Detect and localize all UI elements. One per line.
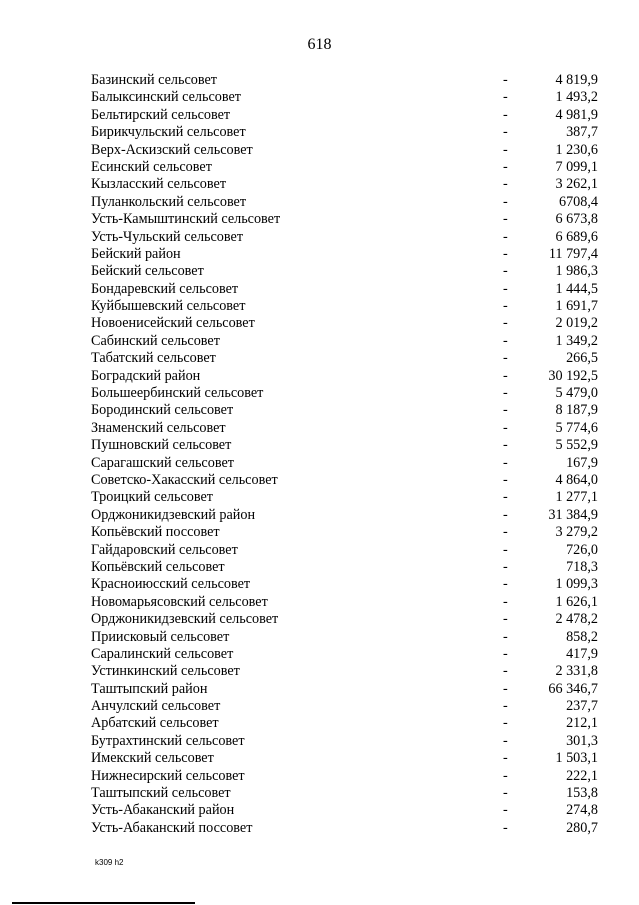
list-item — [0, 159, 639, 176]
list-item — [0, 211, 639, 228]
municipality-name: Пушновский сельсовет — [91, 437, 232, 454]
dash-separator: - — [503, 228, 508, 245]
amount-value: 5 479,0 — [555, 385, 598, 402]
dash-separator: - — [503, 628, 508, 645]
amount-value: 266,5 — [566, 350, 598, 367]
amount-value: 2 331,8 — [555, 663, 598, 680]
dash-separator: - — [503, 298, 508, 315]
municipality-name: Бейский сельсовет — [91, 263, 204, 280]
list-item — [0, 820, 639, 837]
amount-value: 2 478,2 — [555, 611, 598, 628]
list-item — [0, 142, 639, 159]
dash-separator: - — [503, 541, 508, 558]
amount-value: 718,3 — [566, 558, 598, 575]
list-item — [0, 107, 639, 124]
dash-separator: - — [503, 245, 508, 262]
municipality-name: Новомарьясовский сельсовет — [91, 593, 268, 610]
municipality-name: Анчулский сельсовет — [91, 698, 221, 715]
list-item — [0, 315, 639, 332]
dash-separator: - — [503, 402, 508, 419]
municipality-name: Саралинский сельсовет — [91, 645, 234, 662]
amount-value: 858,2 — [566, 628, 598, 645]
amount-value: 2 019,2 — [555, 315, 598, 332]
list-item — [0, 333, 639, 350]
dash-separator: - — [503, 211, 508, 228]
amount-value: 3 279,2 — [555, 524, 598, 541]
dash-separator: - — [503, 593, 508, 610]
list-item — [0, 194, 639, 211]
list-item — [0, 750, 639, 767]
dash-separator: - — [503, 89, 508, 106]
municipality-name: Усть-Камыштинский сельсовет — [91, 211, 281, 228]
amount-value: 8 187,9 — [555, 402, 598, 419]
municipality-name: Красноиюсский сельсовет — [91, 576, 251, 593]
list-item — [0, 715, 639, 732]
amount-value: 11 797,4 — [548, 245, 598, 262]
amount-value: 280,7 — [566, 819, 598, 836]
dash-separator: - — [503, 680, 508, 697]
list-item — [0, 368, 639, 385]
dash-separator: - — [503, 819, 508, 836]
municipality-name: Бородинский сельсовет — [91, 402, 234, 419]
municipality-name: Троицкий сельсовет — [91, 489, 213, 506]
amount-value: 4 819,9 — [555, 72, 598, 88]
municipality-name: Бейский район — [91, 245, 181, 262]
amount-value: 222,1 — [566, 767, 598, 784]
list-item — [0, 420, 639, 437]
dash-separator: - — [503, 141, 508, 158]
list-item — [0, 524, 639, 541]
dash-separator: - — [503, 802, 508, 819]
municipality-name: Базинский сельсовет — [91, 72, 217, 88]
municipality-name: Кызласский сельсовет — [91, 176, 227, 193]
list-item — [0, 124, 639, 141]
dash-separator: - — [503, 576, 508, 593]
dash-separator: - — [503, 106, 508, 123]
dash-separator: - — [503, 611, 508, 628]
amount-value: 30 192,5 — [548, 367, 598, 384]
dash-separator: - — [503, 419, 508, 436]
bottom-rule — [12, 902, 195, 904]
list-item — [0, 72, 639, 89]
list-item — [0, 785, 639, 802]
municipality-name: Гайдаровский сельсовет — [91, 541, 238, 558]
municipality-name: Советско-Хакасский сельсовет — [91, 471, 278, 488]
municipality-name: Бутрахтинский сельсовет — [91, 732, 245, 749]
list-item — [0, 559, 639, 576]
amount-value: 274,8 — [566, 802, 598, 819]
dash-separator: - — [503, 454, 508, 471]
list-item — [0, 229, 639, 246]
municipality-name: Усть-Абаканский район — [91, 802, 235, 819]
dash-separator: - — [503, 715, 508, 732]
amount-value: 1 626,1 — [555, 593, 598, 610]
dash-separator: - — [503, 524, 508, 541]
dash-separator: - — [503, 645, 508, 662]
list-item — [0, 437, 639, 454]
municipality-name: Копьёвский сельсовет — [91, 558, 225, 575]
amount-value: 1 230,6 — [555, 141, 598, 158]
dash-separator: - — [503, 193, 508, 210]
municipality-name: Орджоникидзевский район — [91, 506, 256, 523]
municipality-name: Боградский район — [91, 367, 201, 384]
amount-value: 1 986,3 — [555, 263, 598, 280]
amount-value: 1 277,1 — [555, 489, 598, 506]
municipality-name: Новоенисейский сельсовет — [91, 315, 255, 332]
list-item — [0, 385, 639, 402]
amount-value: 237,7 — [566, 698, 598, 715]
municipality-name: Табатский сельсовет — [91, 350, 216, 367]
municipality-name: Бирикчульский сельсовет — [91, 124, 246, 141]
dash-separator: - — [503, 350, 508, 367]
municipality-name: Орджоникидзевский сельсовет — [91, 611, 279, 628]
list-item — [0, 507, 639, 524]
municipality-name: Имекский сельсовет — [91, 750, 214, 767]
amount-value: 31 384,9 — [548, 506, 598, 523]
dash-separator: - — [503, 263, 508, 280]
municipality-name: Усть-Абаканский поссовет — [91, 819, 253, 836]
dash-separator: - — [503, 785, 508, 802]
dash-separator: - — [503, 315, 508, 332]
municipality-name: Таштыпский район — [91, 680, 208, 697]
amount-value: 167,9 — [566, 454, 598, 471]
list-item — [0, 698, 639, 715]
municipality-name: Пуланкольский сельсовет — [91, 193, 247, 210]
list-item — [0, 629, 639, 646]
amount-value: 66 346,7 — [548, 680, 598, 697]
list-item — [0, 594, 639, 611]
amount-value: 6 689,6 — [555, 228, 598, 245]
footer-code: k309 h2 — [95, 858, 124, 867]
list-item — [0, 681, 639, 698]
amount-value: 1 691,7 — [555, 298, 598, 315]
amount-value: 301,3 — [566, 732, 598, 749]
dash-separator: - — [503, 663, 508, 680]
list-item — [0, 350, 639, 367]
municipality-name: Копьёвский поссовет — [91, 524, 220, 541]
amount-value: 6708,4 — [558, 193, 598, 210]
municipality-name: Нижнесирский сельсовет — [91, 767, 245, 784]
municipality-name: Знаменский сельсовет — [91, 419, 226, 436]
amount-value: 1 503,1 — [555, 750, 598, 767]
dash-separator: - — [503, 750, 508, 767]
dash-separator: - — [503, 367, 508, 384]
amount-value: 1 444,5 — [555, 280, 598, 297]
municipality-name: Сарагашский сельсовет — [91, 454, 234, 471]
municipality-name: Верх-Аскизский сельсовет — [91, 141, 253, 158]
amount-value: 153,8 — [566, 785, 598, 802]
page-number: 618 — [307, 36, 332, 53]
list-item — [0, 611, 639, 628]
dash-separator: - — [503, 332, 508, 349]
dash-separator: - — [503, 280, 508, 297]
amount-value: 1 493,2 — [555, 89, 598, 106]
dash-separator: - — [503, 732, 508, 749]
list-item — [0, 576, 639, 593]
municipality-name: Устинкинский сельсовет — [91, 663, 240, 680]
list-item — [0, 263, 639, 280]
dash-separator: - — [503, 558, 508, 575]
list-item — [0, 663, 639, 680]
amount-value: 5 774,6 — [555, 419, 598, 436]
list-item — [0, 281, 639, 298]
list-item — [0, 802, 639, 819]
dash-separator: - — [503, 767, 508, 784]
dash-separator: - — [503, 437, 508, 454]
municipality-name: Большеербинский сельсовет — [91, 385, 264, 402]
municipality-name: Усть-Чульский сельсовет — [91, 228, 244, 245]
municipality-name: Приисковый сельсовет — [91, 628, 230, 645]
list-item — [0, 176, 639, 193]
amount-value: 4 981,9 — [555, 106, 598, 123]
amount-value: 726,0 — [566, 541, 598, 558]
amount-value: 1 099,3 — [555, 576, 598, 593]
list-item — [0, 246, 639, 263]
amount-value: 417,9 — [566, 645, 598, 662]
list-item — [0, 89, 639, 106]
municipality-name: Таштыпский сельсовет — [91, 785, 231, 802]
amount-value: 4 864,0 — [555, 471, 598, 488]
amount-value: 5 552,9 — [555, 437, 598, 454]
amount-value: 6 673,8 — [555, 211, 598, 228]
municipality-name: Бельтирский сельсовет — [91, 106, 231, 123]
dash-separator: - — [503, 698, 508, 715]
amount-value: 1 349,2 — [555, 332, 598, 349]
list-item — [0, 402, 639, 419]
municipality-name: Балыксинский сельсовет — [91, 89, 241, 106]
amount-value: 7 099,1 — [555, 158, 598, 175]
amount-value: 3 262,1 — [555, 176, 598, 193]
municipality-name: Сабинский сельсовет — [91, 332, 220, 349]
list-item — [0, 472, 639, 489]
list-item — [0, 646, 639, 663]
dash-separator: - — [503, 72, 508, 88]
dash-separator: - — [503, 158, 508, 175]
list-item — [0, 542, 639, 559]
list-item — [0, 298, 639, 315]
municipality-name: Куйбышевский сельсовет — [91, 298, 246, 315]
dash-separator: - — [503, 124, 508, 141]
municipality-name: Есинский сельсовет — [91, 158, 212, 175]
amount-value: 212,1 — [566, 715, 598, 732]
dash-separator: - — [503, 489, 508, 506]
list-item — [0, 733, 639, 750]
list-item — [0, 768, 639, 785]
amount-value: 387,7 — [566, 124, 598, 141]
dash-separator: - — [503, 176, 508, 193]
list-item — [0, 489, 639, 506]
municipality-name: Арбатский сельсовет — [91, 715, 219, 732]
list-item — [0, 455, 639, 472]
allocation-list — [0, 72, 639, 837]
municipality-name: Бондаревский сельсовет — [91, 280, 239, 297]
dash-separator: - — [503, 385, 508, 402]
dash-separator: - — [503, 506, 508, 523]
dash-separator: - — [503, 471, 508, 488]
